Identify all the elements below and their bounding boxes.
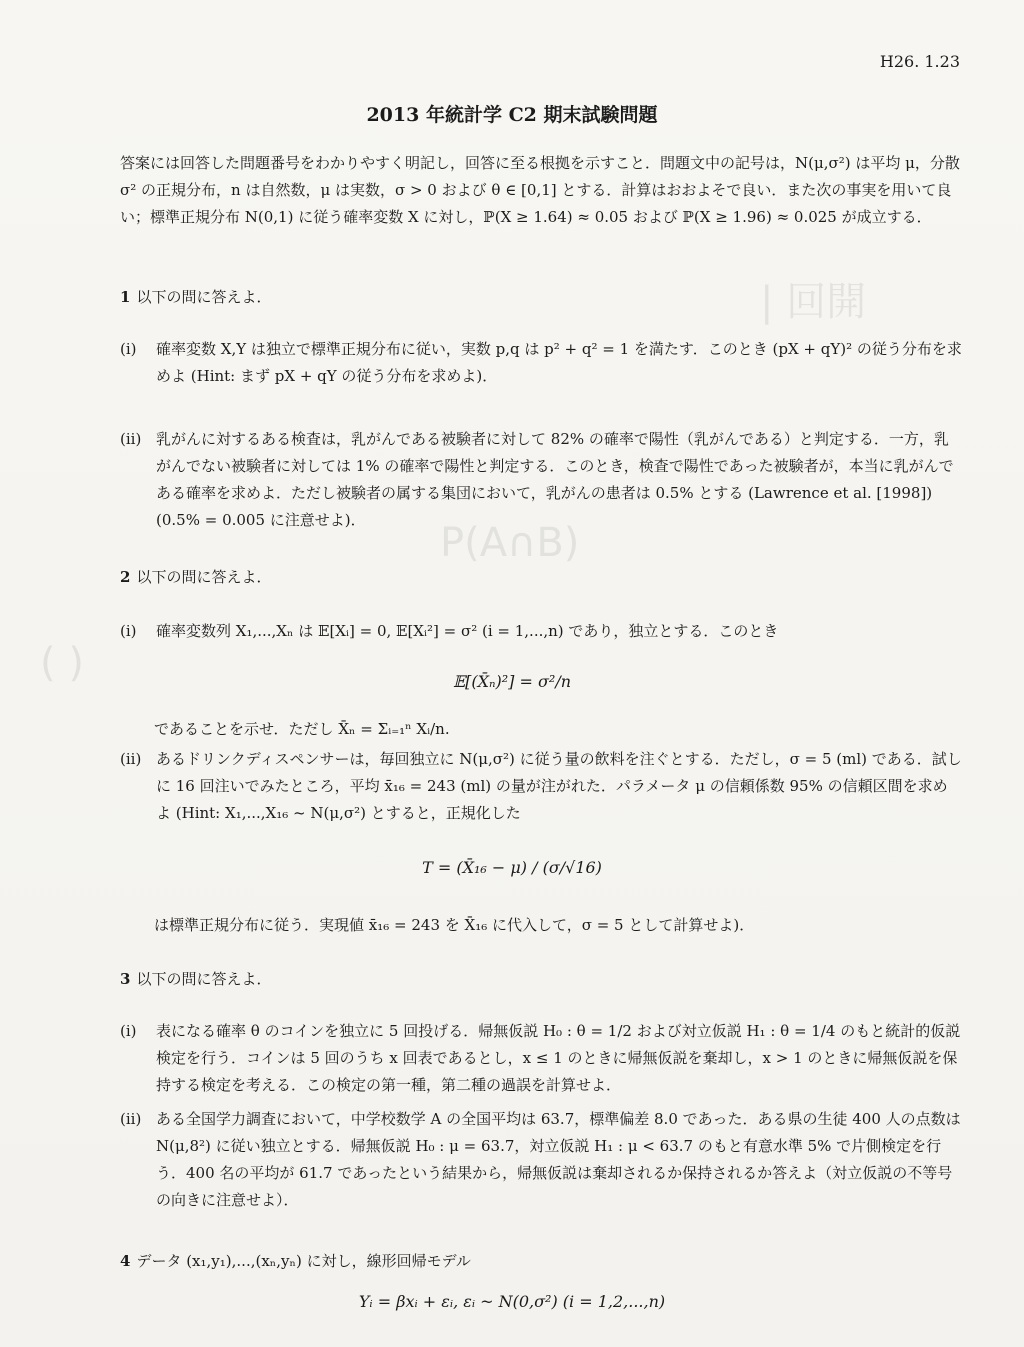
question-number: 1: [120, 288, 131, 306]
item-text: 乳がんに対するある検査は，乳がんである被験者に対して 82% の確率で陽性（乳がんである）と判定する．一方，乳がんでない被験者に対しては 1% の確率で陽性と判定する．このとき，検査で陽性であった被験者が，本当に乳がんである確率を求めよ．ただし被験者の属する集団において，乳がんの患者は 0.5% とする (Lawrence et al. [1998]) (0.5% = 0.005 に注意せよ)．: [156, 430, 954, 529]
item-label: (i): [120, 340, 137, 358]
question-4-text: データ (x₁,y₁),...,(xₙ,yₙ) に対し，線形回帰モデル: [136, 1252, 471, 1270]
item-text: 確率変数列 X₁,...,Xₙ は 𝔼[Xᵢ] = 0, 𝔼[Xᵢ²] = σ² (i = 1,...,n) であり，独立とする．このとき: [156, 622, 779, 640]
question-2-item-i: [120, 618, 962, 645]
instructions-paragraph: 答案には回答した問題番号をわかりやすく明記し，回答に至る根拠を示すこと．問題文中の記号は，N(μ,σ²) は平均 μ，分散 σ² の正規分布，n は自然数，μ は実数，σ > 0 および θ ∈ [0,1] とする．計算はおおよそで良い．また次の事実を用いて良い；標準正規分布 N(0,1) に従う確率変数 X に対し，ℙ(X ≥ 1.64) ≈ 0.05 および ℙ(X ≥ 1.96) ≈ 0.025 が成立する．: [120, 154, 960, 226]
item-text: ある全国学力調査において，中学校数学 A の全国平均は 63.7，標準偏差 8.0 であった．ある県の生徒 400 人の点数は N(μ,8²) に従い独立とする．帰無仮説 H₀ : μ = 63.7，対立仮説 H₁ : μ < 63.7 のもと有意水準 5% で片側検定を行う．400 名の平均が 61.7 であったという結果から，帰無仮説は棄却されるか保持されるか答えよ（対立仮説の不等号の向きに注意せよ）．: [156, 1110, 961, 1209]
exam-title: 2013 年統計学 C2 期末試験問題: [366, 104, 658, 126]
question-heading-text: 以下の問に答えよ．: [136, 970, 272, 988]
bleed-through-mark: P(A∩B): [440, 520, 580, 566]
question-1-heading: [120, 286, 271, 307]
bleed-through-mark: | 回開: [760, 279, 867, 325]
equation-t-statistic: T = (X̄₁₆ − μ) / (σ/√16): [422, 858, 602, 877]
equation-regression-model: Yᵢ = βxᵢ + εᵢ, εᵢ ~ N(0,σ²) (i = 1,2,...,n): [358, 1292, 666, 1311]
item-label: (i): [120, 622, 137, 640]
question-2-note: であることを示せ．ただし X̄ₙ = Σᵢ₌₁ⁿ Xᵢ/n.: [154, 720, 450, 738]
item-label: (ii): [120, 430, 142, 448]
question-1-item-i: [120, 336, 962, 390]
question-heading-text: 以下の問に答えよ．: [136, 288, 272, 306]
date-stamp: H26. 1.23: [879, 52, 960, 71]
item-label: (ii): [120, 750, 142, 768]
question-heading-text: 以下の問に答えよ．: [136, 568, 272, 586]
question-2-hint-end: は標準正規分布に従う．実現値 x̄₁₆ = 243 を X̄₁₆ に代入して，σ = 5 として計算せよ)．: [154, 916, 755, 934]
question-4-heading: [120, 1250, 471, 1271]
question-3-item-ii: [120, 1106, 962, 1214]
bleed-through-mark: ( ): [40, 640, 84, 686]
question-3-item-i: [120, 1018, 962, 1099]
item-label: (i): [120, 1022, 137, 1040]
item-label: (ii): [120, 1110, 142, 1128]
question-number: 2: [120, 568, 131, 586]
question-2-item-ii: [120, 746, 962, 827]
item-text: 表になる確率 θ のコインを独立に 5 回投げる．帰無仮説 H₀ : θ = 1/2 および対立仮説 H₁ : θ = 1/4 のもと統計的仮説検定を行う．コインは 5 回のうち x 回表であるとし，x ≤ 1 のときに帰無仮説を棄却し，x > 1 のときに帰無仮説を保持する検定を考える．この検定の第一種，第二種の過誤を計算せよ．: [156, 1022, 961, 1094]
question-2-heading: [120, 566, 271, 587]
question-1-item-ii: [120, 426, 962, 534]
question-3-heading: [120, 968, 271, 989]
item-text: あるドリンクディスペンサーは，毎回独立に N(μ,σ²) に従う量の飲料を注ぐとする．ただし，σ = 5 (ml) である．試しに 16 回注いでみたところ，平均 x̄₁₆ = 243 (ml) の量が注がれた．パラメータ μ の信頼係数 95% の信頼区間を求めよ (Hint: X₁,...,X₁₆ ~ N(μ,σ²) とすると，正規化した: [156, 750, 962, 822]
question-number: 4: [120, 1252, 131, 1270]
item-text: 確率変数 X,Y は独立で標準正規分布に従い，実数 p,q は p² + q² = 1 を満たす．このとき (pX + qY)² の従う分布を求めよ (Hint: まず pX + qY の従う分布を求めよ)．: [156, 340, 962, 385]
equation-expectation: 𝔼[(X̄ₙ)²] = σ²/n: [452, 672, 572, 691]
question-number: 3: [120, 970, 131, 988]
